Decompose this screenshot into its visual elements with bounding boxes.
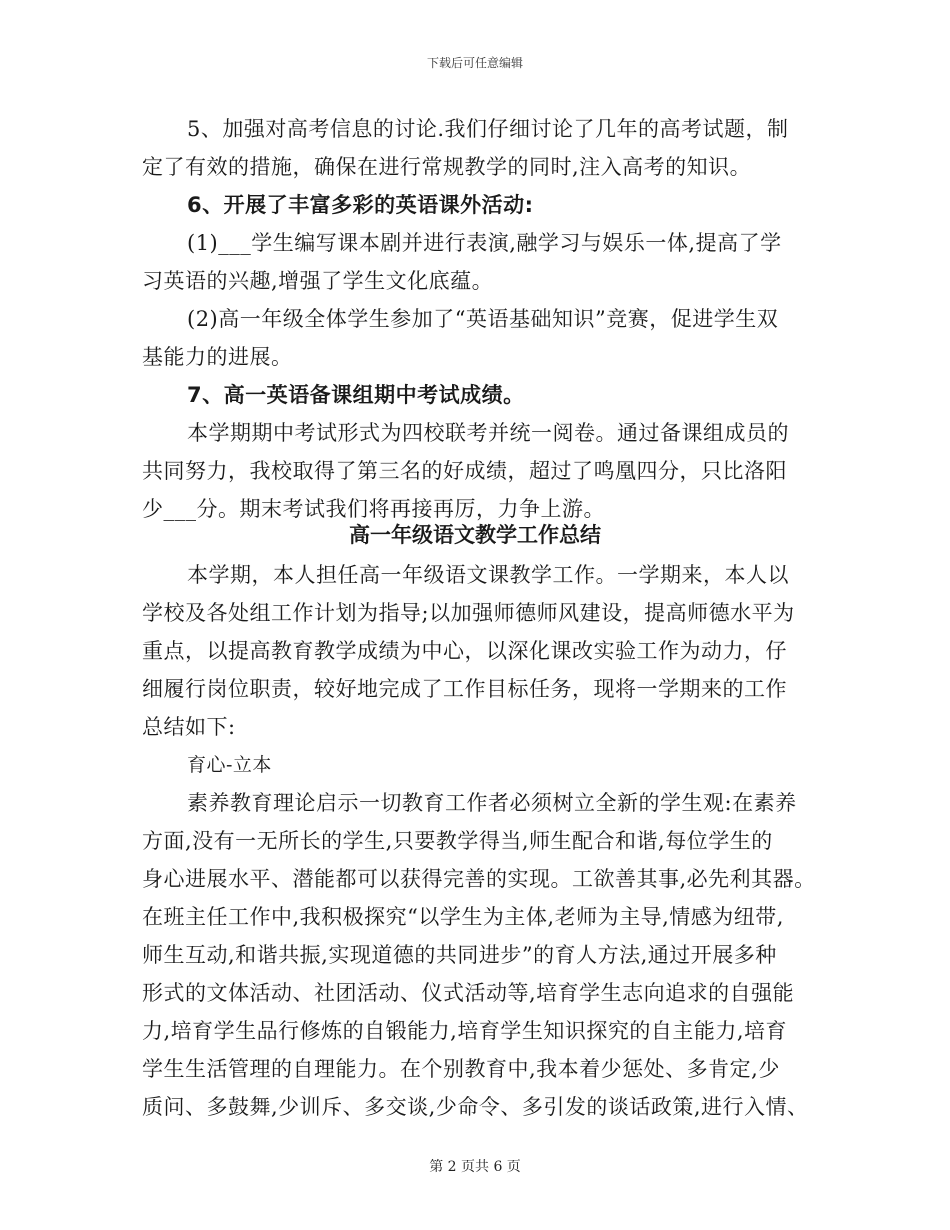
body-line-4: 在班主任工作中,我积极探究“以学生为主体,老师为主导,情感为纽带, — [142, 905, 784, 929]
body-line-9: 质问、多鼓舞,少训斥、多交谈,少命令、多引发的谈话政策,进行入情、 — [142, 1095, 809, 1119]
item7-line-3: 少___分。期末考试我们将再接再厉，力争上游。 — [142, 497, 605, 521]
page-footer: 第 2 页共 6 页 — [429, 1159, 521, 1175]
heading-6: 6、开展了丰富多彩的英语课外活动: — [187, 193, 534, 217]
body-line-6: 形式的文体活动、社团活动、仪式活动等,培育学生志向追求的自强能 — [142, 981, 795, 1005]
item5-line-1: 5、加强对高考信息的讨论.我们仔细讨论了几年的高考试题，制 — [187, 117, 789, 141]
item5-line-2: 定了有效的措施，确保在进行常规教学的同时,注入高考的知识。 — [142, 155, 752, 179]
item6-1-line-2: 习英语的兴趣,增强了学生文化底蕴。 — [142, 269, 494, 293]
item6-2-line-1: (2)高一年级全体学生参加了“英语基础知识”竞赛，促进学生双 — [187, 307, 779, 331]
intro-line-3: 重点，以提高教育教学成绩为中心，以深化课改实验工作为动力，仔 — [142, 639, 787, 663]
item7-line-2: 共同努力，我校取得了第三名的好成绩，超过了鸣凰四分，只比洛阳 — [142, 459, 787, 483]
item6-2-line-2: 基能力的进展。 — [142, 345, 293, 369]
intro-line-5: 总结如下: — [142, 715, 236, 739]
intro-line-4: 细履行岗位职责，较好地完成了工作目标任务，现将一学期来的工作 — [142, 677, 787, 701]
intro-line-2: 学校及各处组工作计划为指导;以加强师德师风建设，提高师德水平为 — [142, 601, 795, 625]
heading-7: 7、高一英语备课组期中考试成绩。 — [187, 383, 525, 407]
section-title: 高一年级语文教学工作总结 — [349, 523, 601, 547]
intro-line-1: 本学期，本人担任高一年级语文课教学工作。一学期来，本人以 — [187, 563, 789, 587]
item7-line-1: 本学期期中考试形式为四校联考并统一阅卷。通过备课组成员的 — [187, 421, 789, 445]
body-line-3: 身心进展水平、潜能都可以获得完善的实现。工欲善其事,必先利其器。 — [142, 867, 816, 891]
body-line-2: 方面,没有一无所长的学生,只要教学得当,师生配合和谐,每位学生的 — [142, 829, 773, 853]
body-line-1: 素养教育理论启示一切教育工作者必须树立全新的学生观:在素养 — [187, 791, 797, 815]
subheading: 育心-立本 — [187, 754, 272, 776]
body-line-8: 学生生活管理的自理能力。在个别教育中,我本着少惩处、多肯定,少 — [142, 1057, 780, 1081]
body-line-7: 力,培育学生品行修炼的自锻能力,培育学生知识探究的自主能力,培育 — [142, 1019, 788, 1043]
body-line-5: 师生互动,和谐共振,实现道德的共同进步”的育人方法,通过开展多种 — [142, 943, 777, 967]
page-header: 下载后可任意编辑 — [426, 56, 523, 70]
item6-1-line-1: (1)___学生编写课本剧并进行表演,融学习与娱乐一体,提高了学 — [187, 231, 782, 255]
